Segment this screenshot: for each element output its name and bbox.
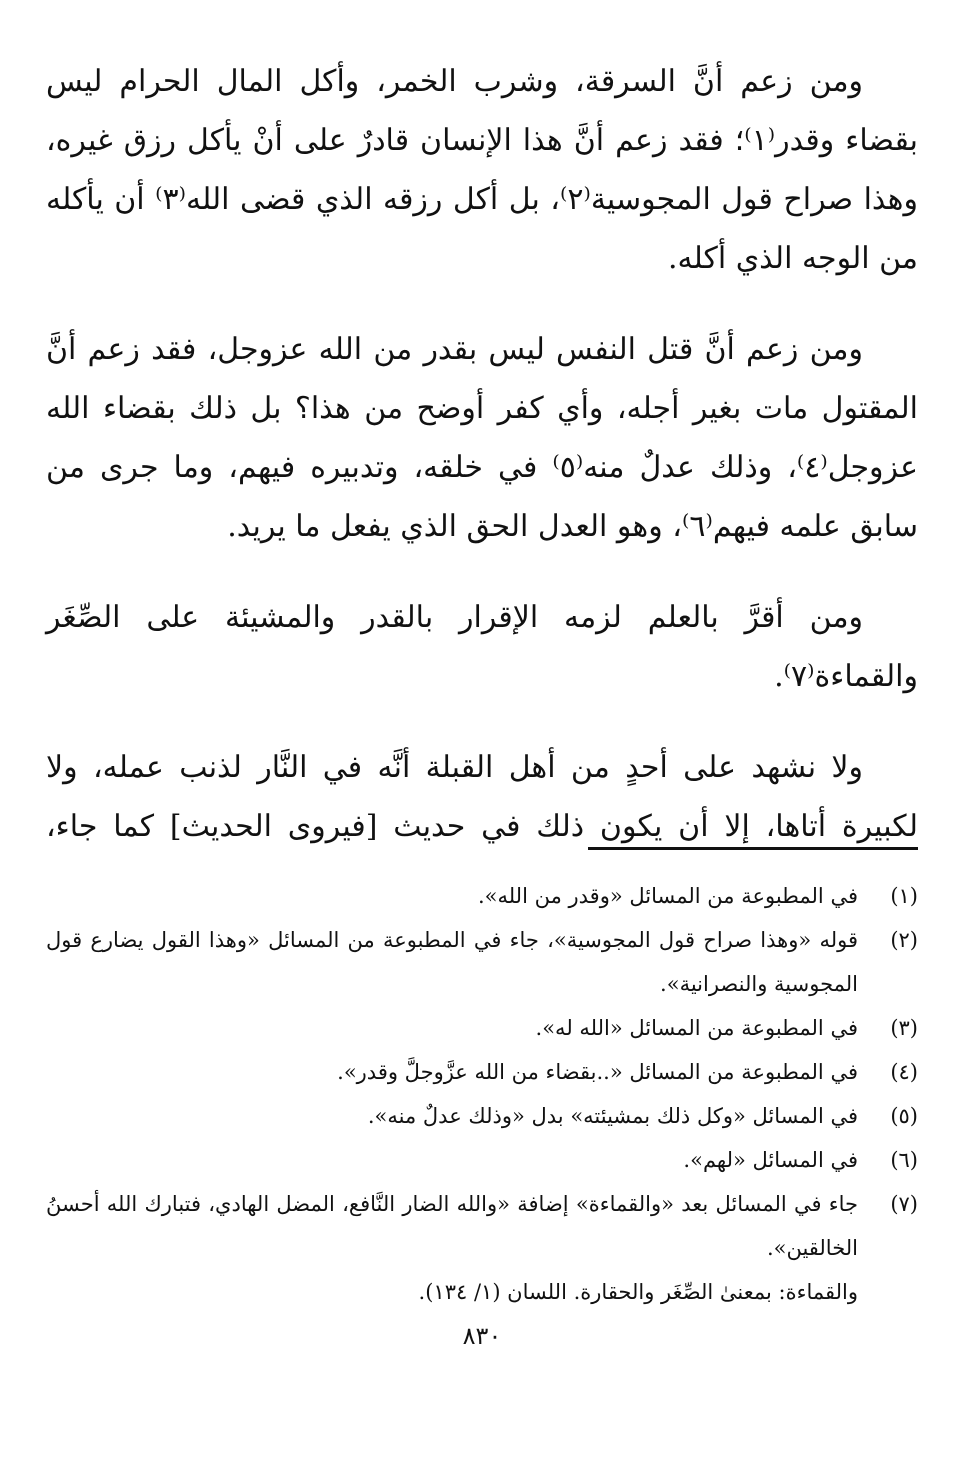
paragraph-knowledge: ومن أقرَّ بالعلم لزمه الإقرار بالقدر والمشيئة على الصِّغَر والقماءة⁽٧⁾. [46, 600, 918, 694]
footnote-number: (٧) [890, 1192, 918, 1216]
footnote-item [46, 1138, 918, 1182]
footnote-item [46, 1006, 918, 1050]
footnote-number: (٤) [890, 1060, 918, 1084]
footnote-text: في المسائل «لهم». [683, 1148, 858, 1172]
footnote-item [46, 1050, 918, 1094]
footnote-separator [588, 847, 918, 850]
footnote-text: في المسائل «وكل ذلك بمشيئته» بدل «وذلك عدلٌ منه». [367, 1104, 858, 1128]
page-number: ٨٣٠ [462, 1322, 502, 1350]
footnote-text: في المطبوعة من المسائل «وقدر من الله». [477, 884, 858, 908]
footnote-definition: والقماءة: بمعنىٰ الصِّغَر والحقارة. اللسان (١/ ١٣٤). [418, 1280, 858, 1304]
paragraph-qadar-theft: ومن زعم أنَّ السرقة، وشرب الخمر، وأكل المال الحرام ليس بقضاء وقدر⁽١⁾؛ فقد زعم أنَّ هذا الإنسان قادرٌ على أنْ يأكل رزق غيره، وهذا صراح قول المجوسية⁽٢⁾، بل أكل رزقه الذي قضى الله⁽٣⁾ أن يأكله من الوجه الذي أكله. [46, 64, 918, 276]
footnote-number: (٦) [890, 1148, 918, 1172]
footnote-item [46, 1182, 918, 1270]
book-page [46, 52, 918, 1464]
footnote-item [46, 874, 918, 918]
footnote-text: في المطبوعة من المسائل «الله له». [535, 1016, 858, 1040]
footnote-number: (٥) [890, 1104, 918, 1128]
paragraph-ahl-al-qibla: ولا نشهد على أحدٍ من أهل القبلة أنَّه في النَّار لذنب عمله، ولا لكبيرة أتاها، إلا أن يكون ذلك في حديث [فيروى الحديث] كما جاء، [46, 750, 918, 844]
footnote-number: (١) [890, 884, 918, 908]
footnote-item [46, 918, 918, 1006]
footnote-item [46, 1094, 918, 1138]
footnote-text: قوله «وهذا صراح قول المجوسية»، جاء في المطبوعة من المسائل «وهذا القول يضارع قول المجوسية والنصرانية». [46, 928, 858, 996]
main-text [46, 52, 918, 856]
footnote-text: جاء في المسائل بعد «والقماءة» إضافة «والله الضار النَّافع، المضل الهادي، فتبارك الله أحسنُ الخالقين». [46, 1192, 858, 1260]
footnote-number: (٣) [890, 1016, 918, 1040]
footnotes [46, 874, 918, 1314]
footnote-number: (٢) [890, 928, 918, 952]
footnote-text: في المطبوعة من المسائل «..بقضاء من الله عزَّوجلَّ وقدر». [337, 1060, 858, 1084]
paragraph-qadar-killing: ومن زعم أنَّ قتل النفس ليس بقدر من الله عزوجل، فقد زعم أنَّ المقتول مات بغير أجله، وأي كفر أوضح من هذا؟ بل ذلك بقضاء الله عزوجل⁽٤⁾، وذلك عدلٌ منه⁽٥⁾ في خلقه، وتدبيره فيهم، وما جرى من سابق علمه فيهم⁽٦⁾، وهو العدل الحق الذي يفعل ما يريد. [46, 332, 918, 544]
